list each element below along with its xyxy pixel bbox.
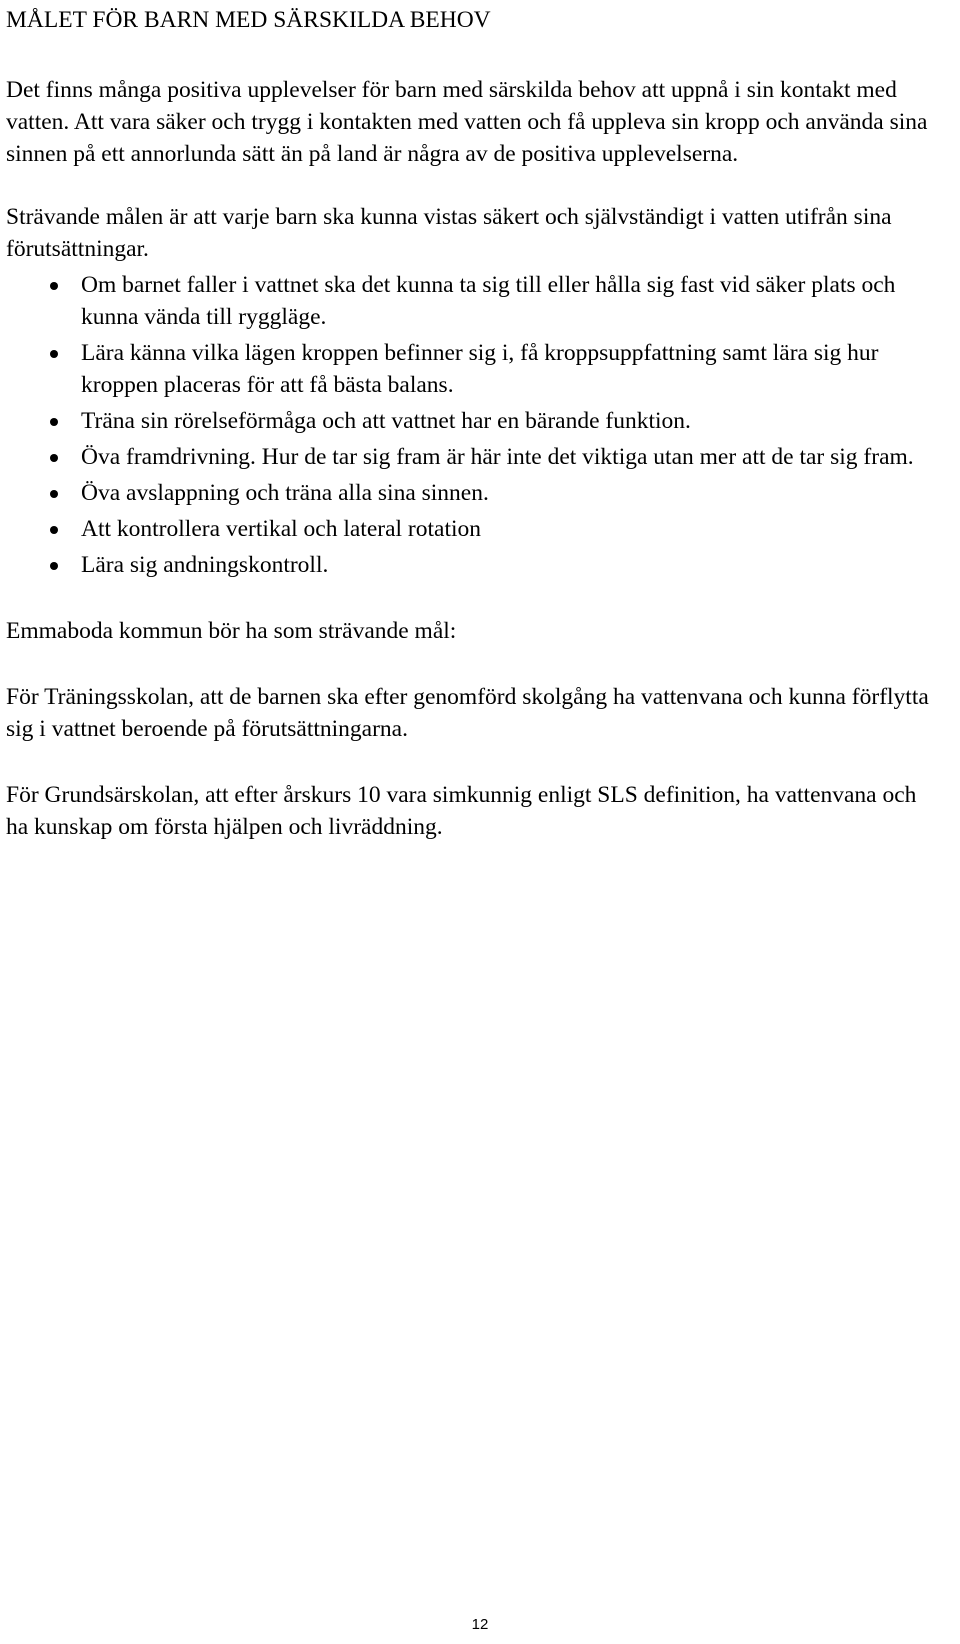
- list-item-text: Träna sin rörelseförmåga och att vattnet har en bärande funktion.: [81, 408, 691, 434]
- goal-bullet-list: [6, 269, 942, 581]
- emmaboda-paragraph: Emmaboda kommun bör ha som strävande mål:: [6, 618, 457, 644]
- bullet-icon: [50, 490, 58, 498]
- list-item: [6, 405, 942, 437]
- list-item: [6, 549, 942, 581]
- list-item: [6, 513, 942, 545]
- intro-paragraph: Det finns många positiva upplevelser för barn med särskilda behov att uppnå i sin kontakt med vatten. Att vara säker och trygg i kontakten med vatten och få uppleva sin kropp och använda sina sinnen på ett annorlunda sätt än på land är några av de positiva upplevelserna.: [6, 77, 928, 167]
- bullet-icon: [50, 418, 58, 426]
- list-item-text: Om barnet faller i vattnet ska det kunna ta sig till eller hålla sig fast vid säker plats och kunna vända till ryggläge.: [81, 272, 896, 330]
- bullet-icon: [50, 454, 58, 462]
- page-number: 12: [471, 1616, 489, 1633]
- list-item: [6, 441, 942, 473]
- bullet-icon: [50, 282, 58, 290]
- list-item-text: Att kontrollera vertikal och lateral rotation: [81, 516, 482, 542]
- bullet-icon: [50, 526, 58, 534]
- list-item: [6, 477, 942, 509]
- document-page: [6, 0, 942, 843]
- list-item-text: Öva framdrivning. Hur de tar sig fram är här inte det viktiga utan mer att de tar sig fram.: [81, 444, 914, 470]
- traningsskolan-paragraph: För Träningsskolan, att de barnen ska efter genomförd skolgång ha vattenvana och kunna förflytta sig i vattnet beroende på förutsättningarna.: [6, 684, 929, 742]
- bullet-icon: [50, 350, 58, 358]
- bullet-icon: [50, 562, 58, 570]
- list-item: [6, 269, 942, 333]
- grundsarskolan-paragraph: För Grundsärskolan, att efter årskurs 10 vara simkunnig enligt SLS definition, ha vattenvana och ha kunskap om första hjälpen och livräddning.: [6, 782, 917, 840]
- section-heading: MÅLET FÖR BARN MED SÄRSKILDA BEHOV: [6, 7, 491, 33]
- goal-intro-paragraph: Strävande målen är att varje barn ska kunna vistas säkert och självständigt i vatten utifrån sina förutsättningar.: [6, 204, 892, 262]
- list-item-text: Lära sig andningskontroll.: [81, 552, 329, 578]
- list-item-text: Öva avslappning och träna alla sina sinnen.: [81, 480, 489, 506]
- list-item-text: Lära känna vilka lägen kroppen befinner sig i, få kroppsuppfattning samt lära sig hur kroppen placeras för att få bästa balans.: [81, 340, 879, 398]
- list-item: [6, 337, 942, 401]
